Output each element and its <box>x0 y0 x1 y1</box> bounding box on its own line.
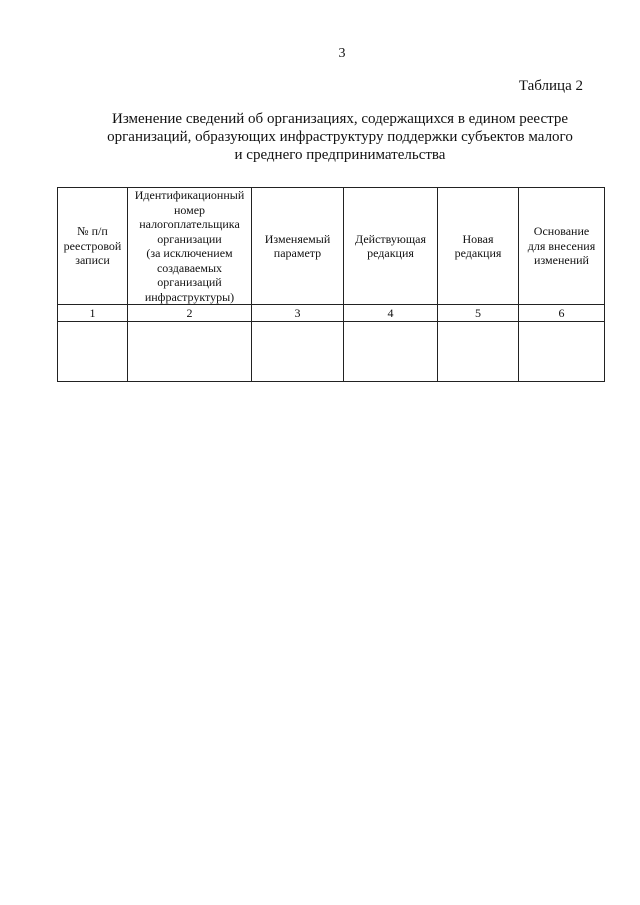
empty-cell <box>519 322 605 382</box>
empty-cell <box>58 322 128 382</box>
header-line: изменений <box>534 253 589 268</box>
header-cell-changed-parameter <box>252 188 344 305</box>
header-line: создаваемых <box>156 260 223 275</box>
title-line: и среднего предпринимательства <box>234 147 446 163</box>
header-cell-current-edition <box>344 188 438 305</box>
header-line: редакция <box>367 246 414 260</box>
title-line: Изменение сведений об организациях, содержащихся в едином реестре <box>111 111 569 127</box>
title-line: организаций, образующих инфраструктуру поддержки субъектов малого <box>107 129 573 145</box>
header-cell-basis <box>519 188 605 305</box>
header-line: Новая <box>462 231 494 246</box>
header-line: (за исключением <box>146 246 233 260</box>
empty-cell <box>252 322 344 382</box>
header-cell-inn <box>128 188 252 305</box>
column-number: 4 <box>344 305 438 322</box>
column-number: 6 <box>519 305 605 322</box>
column-number: 5 <box>438 305 519 322</box>
header-line: инфраструктуры) <box>144 289 235 304</box>
table-header-row <box>58 188 605 305</box>
column-number: 3 <box>252 305 344 322</box>
header-line: записи <box>75 253 110 268</box>
header-line: № п/п <box>77 224 108 239</box>
header-line: организации <box>157 231 222 246</box>
page-number: 3 <box>338 46 346 61</box>
header-line: редакция <box>454 246 502 260</box>
header-line: организаций <box>157 275 222 289</box>
header-line: Идентификационный <box>134 188 245 202</box>
empty-data-row <box>58 322 605 382</box>
column-number: 2 <box>128 305 252 322</box>
header-line: Действующая <box>355 231 426 246</box>
header-line: для внесения <box>527 238 596 253</box>
header-line: реестровой <box>63 238 122 253</box>
header-line: номер <box>173 202 206 217</box>
header-cell-record-number <box>58 188 128 305</box>
header-line: налогоплательщика <box>139 217 240 231</box>
column-number: 1 <box>58 305 128 322</box>
empty-cell <box>344 322 438 382</box>
changes-table <box>57 187 605 382</box>
empty-cell <box>128 322 252 382</box>
header-line: Изменяемый <box>264 231 331 246</box>
empty-cell <box>438 322 519 382</box>
header-line: параметр <box>273 246 322 260</box>
document-title <box>40 110 640 164</box>
table-label: Таблица 2 <box>518 78 583 94</box>
header-cell-new-edition <box>438 188 519 305</box>
column-number-row <box>58 305 605 322</box>
header-line: Основание <box>533 224 590 239</box>
